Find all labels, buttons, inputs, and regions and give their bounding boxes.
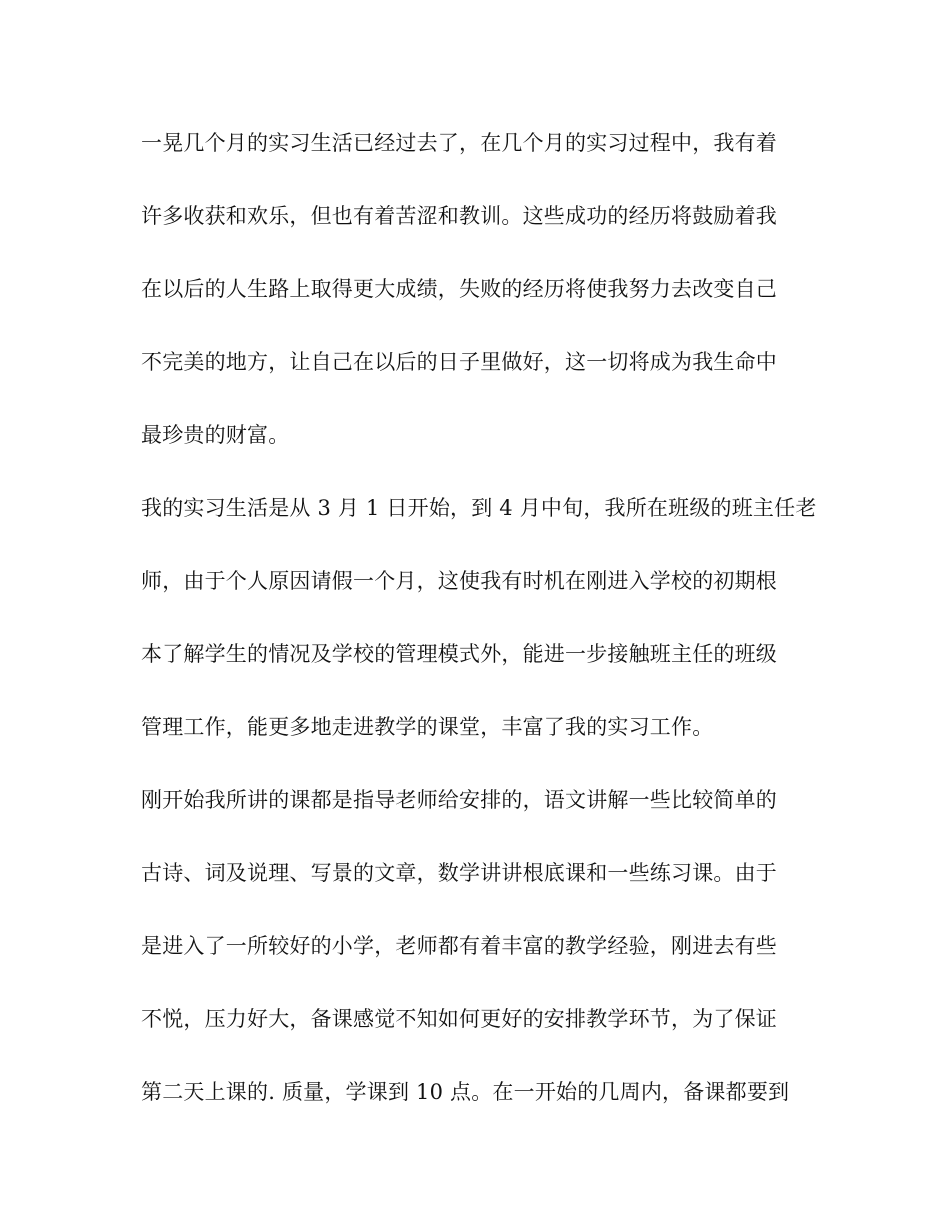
text-line: 师，由于个人原因请假一个月，这使我有时机在刚进入学校的初期根 xyxy=(141,569,777,593)
text-line: 不完美的地方，让自己在以后的日子里做好，这一切将成为我生命中 xyxy=(141,350,777,374)
text-line: 是进入了一所较好的小学，老师都有着丰富的教学经验，刚进去有些 xyxy=(141,934,777,958)
text-line: 管理工作，能更多地走进教学的课堂，丰富了我的实习工作。 xyxy=(141,715,714,739)
text-line: 刚开始我所讲的课都是指导老师给安排的，语文讲解一些比较简单的 xyxy=(141,788,777,812)
text-line: 不悦，压力好大，备课感觉不知如何更好的安排教学环节，为了保证 xyxy=(141,1007,777,1031)
text-line: 本了解学生的情况及学校的管理模式外，能进一步接触班主任的班级 xyxy=(141,642,777,666)
text-line: 最珍贵的财富。 xyxy=(141,423,290,447)
text-line: 我的实习生活是从 3 月 1 日开始，到 4 月中旬，我所在班级的班主任老 xyxy=(141,496,817,520)
text-line: 第二天上课的. 质量，学课到 10 点。在一开始的几周内，备课都要到 xyxy=(141,1080,790,1104)
text-line: 古诗、词及说理、写景的文章，数学讲讲根底课和一些练习课。由于 xyxy=(141,861,777,885)
text-line: 许多收获和欢乐，但也有着苦涩和教训。这些成功的经历将鼓励着我 xyxy=(141,204,777,228)
text-line: 在以后的人生路上取得更大成绩，失败的经历将使我努力去改变自己 xyxy=(141,277,777,301)
text-line: 一晃几个月的实习生活已经过去了，在几个月的实习过程中，我有着 xyxy=(141,131,777,155)
